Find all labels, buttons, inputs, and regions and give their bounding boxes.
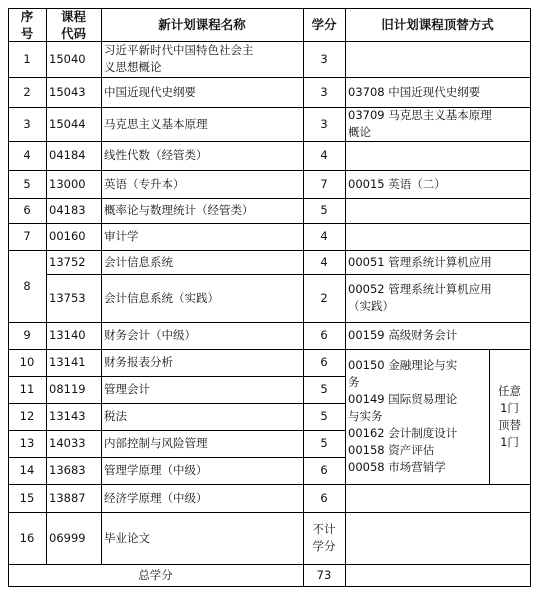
row-seq	[8, 376, 46, 403]
row-code-text: 13140	[49, 328, 86, 342]
row-replace	[345, 107, 530, 141]
row-credit	[303, 141, 345, 170]
row-name-text: 财务会计（中级）	[104, 328, 196, 342]
row-divider	[8, 403, 346, 404]
row-replace-text: 03709 马克思主义基本原理 概论	[348, 108, 492, 139]
row-credit-text: 不计 学分	[312, 522, 336, 553]
row-name	[101, 349, 303, 376]
row-replace	[345, 322, 530, 349]
row-code	[46, 250, 101, 274]
row-replace	[345, 41, 530, 77]
group-replace-note-text: 任意 1门 顶替 1门	[498, 383, 521, 449]
row-seq	[8, 141, 46, 170]
row-name	[101, 250, 303, 274]
row-name-text: 会计信息系统（实践）	[104, 290, 219, 305]
row-code	[46, 107, 101, 141]
row-name-text: 会计信息系统	[104, 254, 173, 269]
row-seq	[8, 41, 46, 77]
row-replace	[345, 77, 530, 107]
row-name	[101, 322, 303, 349]
row-name	[101, 77, 303, 107]
row-seq-text: 11	[19, 382, 35, 396]
row-replace	[345, 198, 530, 223]
row-credit-text: 5	[320, 409, 328, 423]
row-code-text: 06999	[49, 530, 86, 545]
row-name-text: 管理学原理（中级）	[104, 463, 208, 477]
row-credit-text: 4	[320, 148, 328, 162]
row-credit	[303, 250, 345, 274]
row-credit	[303, 512, 345, 564]
row-seq-text: 9	[23, 328, 31, 342]
row-name	[101, 274, 303, 322]
row-seq-text: 16	[19, 530, 35, 545]
row-seq	[8, 430, 46, 457]
row-seq	[8, 349, 46, 376]
row-divider	[8, 107, 531, 108]
row-name-text: 马克思主义基本原理	[104, 116, 208, 131]
row-credit-text: 5	[320, 203, 328, 217]
row-credit	[303, 107, 345, 141]
table-border-top	[8, 8, 531, 9]
row-code-text: 15040	[49, 51, 86, 66]
row-seq-text: 7	[23, 229, 31, 243]
row-seq-text: 6	[23, 203, 31, 217]
row-code	[46, 376, 101, 403]
row-seq-text: 15	[19, 490, 35, 505]
row-code	[46, 223, 101, 250]
row-seq	[8, 512, 46, 564]
row-code-text: 00160	[49, 229, 86, 243]
row-divider	[8, 512, 531, 513]
row-divider	[8, 484, 531, 485]
row-name-text: 管理会计	[104, 382, 150, 396]
row-name	[101, 198, 303, 223]
row-credit-text: 3	[320, 51, 328, 66]
row-seq-text: 2	[23, 84, 31, 99]
total-credit-text: 73	[316, 567, 332, 582]
row-credit	[303, 170, 345, 198]
total-credit	[303, 564, 345, 586]
row-divider	[8, 457, 346, 458]
row-seq-text: 1	[23, 51, 31, 66]
row-code	[46, 198, 101, 223]
header-code-text: 课程 代码	[60, 8, 86, 41]
row-seq	[8, 198, 46, 223]
row-credit	[303, 457, 345, 484]
row-seq-text: 8	[23, 278, 31, 293]
group-replace-courses	[345, 349, 489, 484]
row-seq-text: 12	[19, 409, 35, 423]
row-replace	[345, 512, 530, 564]
row-name-text: 英语（专升本）	[104, 176, 185, 191]
row-code	[46, 349, 101, 376]
row-replace-text: 00159 高级财务会计	[348, 328, 458, 342]
row-replace-text: 03708 中国近现代史纲要	[348, 84, 481, 99]
row-code-text: 13753	[49, 290, 86, 305]
row-name-text: 内部控制与风险管理	[104, 436, 208, 450]
row-credit	[303, 376, 345, 403]
row-seq	[8, 322, 46, 349]
row-replace	[345, 170, 530, 198]
row-seq	[8, 223, 46, 250]
row-code-text: 13000	[49, 176, 86, 191]
row-credit-text: 7	[320, 176, 328, 191]
row-code-text: 08119	[49, 382, 86, 396]
row-name-text: 中国近现代史纲要	[104, 84, 196, 99]
row-code-text: 04184	[49, 148, 86, 162]
row-divider	[46, 274, 531, 275]
header-name	[101, 8, 303, 41]
row-credit	[303, 198, 345, 223]
row-credit-text: 6	[320, 490, 328, 505]
row-replace-text: 00051 管理系统计算机应用	[348, 254, 492, 269]
row-name	[101, 457, 303, 484]
row-seq	[8, 484, 46, 512]
row-code	[46, 170, 101, 198]
table-border-left	[8, 8, 9, 587]
column-divider	[345, 8, 346, 587]
row-divider	[8, 349, 531, 350]
row-credit	[303, 349, 345, 376]
row-divider	[8, 250, 531, 251]
row-name	[101, 376, 303, 403]
row-seq-text: 10	[19, 355, 35, 369]
header-seq-text: 序 号	[20, 8, 34, 41]
row-code	[46, 41, 101, 77]
row-divider	[8, 322, 531, 323]
row-seq-text: 5	[23, 176, 31, 191]
row-divider	[8, 41, 531, 42]
header-seq	[8, 8, 46, 41]
row-credit-text: 6	[320, 463, 328, 477]
total-label-text: 总学分	[138, 567, 173, 582]
row-credit	[303, 484, 345, 512]
header-code	[46, 8, 101, 41]
row-code	[46, 484, 101, 512]
row-name-text: 审计学	[104, 229, 139, 243]
row-credit-text: 5	[320, 436, 328, 450]
row-replace	[345, 223, 530, 250]
row-name-text: 习近平新时代中国特色社会主 义思想概论	[104, 43, 254, 74]
row-credit	[303, 403, 345, 430]
row-replace-text: 00052 管理系统计算机应用 （实践）	[348, 282, 492, 313]
row-divider	[8, 376, 346, 377]
row-code	[46, 512, 101, 564]
column-divider	[101, 8, 102, 565]
table-border-right	[530, 8, 531, 587]
row-replace	[345, 274, 530, 322]
row-credit-text: 3	[320, 116, 328, 131]
row-seq-text: 3	[23, 116, 31, 131]
header-replace-text: 旧计划课程顶替方式	[381, 17, 494, 32]
row-code-text: 15043	[49, 84, 86, 99]
row-replace	[345, 141, 530, 170]
row-code	[46, 457, 101, 484]
row-code-text: 13752	[49, 254, 86, 269]
row-replace	[345, 250, 530, 274]
group-divider	[489, 349, 490, 485]
row-name-text: 税法	[104, 409, 127, 423]
row-credit	[303, 322, 345, 349]
row-code	[46, 430, 101, 457]
row-name-text: 概率论与数理统计（经管类）	[104, 203, 254, 217]
row-code	[46, 141, 101, 170]
row-name-text: 线性代数（经管类）	[104, 148, 208, 162]
row-code-text: 13683	[49, 463, 86, 477]
row-code-text: 13141	[49, 355, 86, 369]
row-name	[101, 170, 303, 198]
row-credit-text: 2	[320, 290, 328, 305]
row-credit	[303, 223, 345, 250]
row-replace-text: 00015 英语（二）	[348, 176, 446, 191]
row-seq-text: 4	[23, 148, 31, 162]
header-name-text: 新计划课程名称	[158, 17, 246, 32]
row-name	[101, 107, 303, 141]
row-credit-text: 5	[320, 382, 328, 396]
row-seq	[8, 107, 46, 141]
row-seq	[8, 77, 46, 107]
row-name	[101, 141, 303, 170]
row-divider	[8, 564, 531, 565]
total-label	[8, 564, 303, 586]
row-replace	[345, 484, 530, 512]
table-border-bottom	[8, 586, 531, 587]
row-name	[101, 41, 303, 77]
group-replace-courses-text: 00150 金融理论与实 务 00149 国际贸易理论 与实务 00162 会计制度设计 00158 资产评估 00058 市场营销学	[348, 358, 458, 474]
row-divider	[8, 141, 531, 142]
row-credit	[303, 77, 345, 107]
row-divider	[8, 430, 346, 431]
row-name-text: 财务报表分析	[104, 355, 173, 369]
header-credit-text: 学分	[311, 17, 337, 32]
row-credit	[303, 274, 345, 322]
row-name	[101, 484, 303, 512]
row-code	[46, 77, 101, 107]
row-seq	[8, 250, 46, 322]
row-credit	[303, 430, 345, 457]
row-name	[101, 512, 303, 564]
row-code	[46, 322, 101, 349]
row-credit-text: 4	[320, 254, 328, 269]
row-seq-text: 14	[19, 463, 35, 477]
column-divider	[46, 8, 47, 565]
row-divider	[8, 170, 531, 171]
row-credit-text: 6	[320, 328, 328, 342]
row-divider	[8, 223, 531, 224]
header-replace	[345, 8, 530, 41]
header-credit	[303, 8, 345, 41]
row-name-text: 毕业论文	[104, 530, 150, 545]
column-divider	[303, 8, 304, 587]
row-code-text: 14033	[49, 436, 86, 450]
row-name	[101, 223, 303, 250]
row-credit-text: 4	[320, 229, 328, 243]
row-name-text: 经济学原理（中级）	[104, 490, 208, 505]
row-divider	[8, 77, 531, 78]
row-code-text: 13887	[49, 490, 86, 505]
row-code	[46, 403, 101, 430]
row-seq	[8, 457, 46, 484]
row-code	[46, 274, 101, 322]
row-code-text: 15044	[49, 116, 86, 131]
row-seq	[8, 403, 46, 430]
row-divider	[8, 198, 531, 199]
group-replace-note	[489, 349, 530, 484]
row-credit-text: 6	[320, 355, 328, 369]
row-code-text: 04183	[49, 203, 86, 217]
row-credit	[303, 41, 345, 77]
row-name	[101, 430, 303, 457]
row-seq-text: 13	[19, 436, 35, 450]
row-code-text: 13143	[49, 409, 86, 423]
row-seq	[8, 170, 46, 198]
row-name	[101, 403, 303, 430]
row-credit-text: 3	[320, 84, 328, 99]
